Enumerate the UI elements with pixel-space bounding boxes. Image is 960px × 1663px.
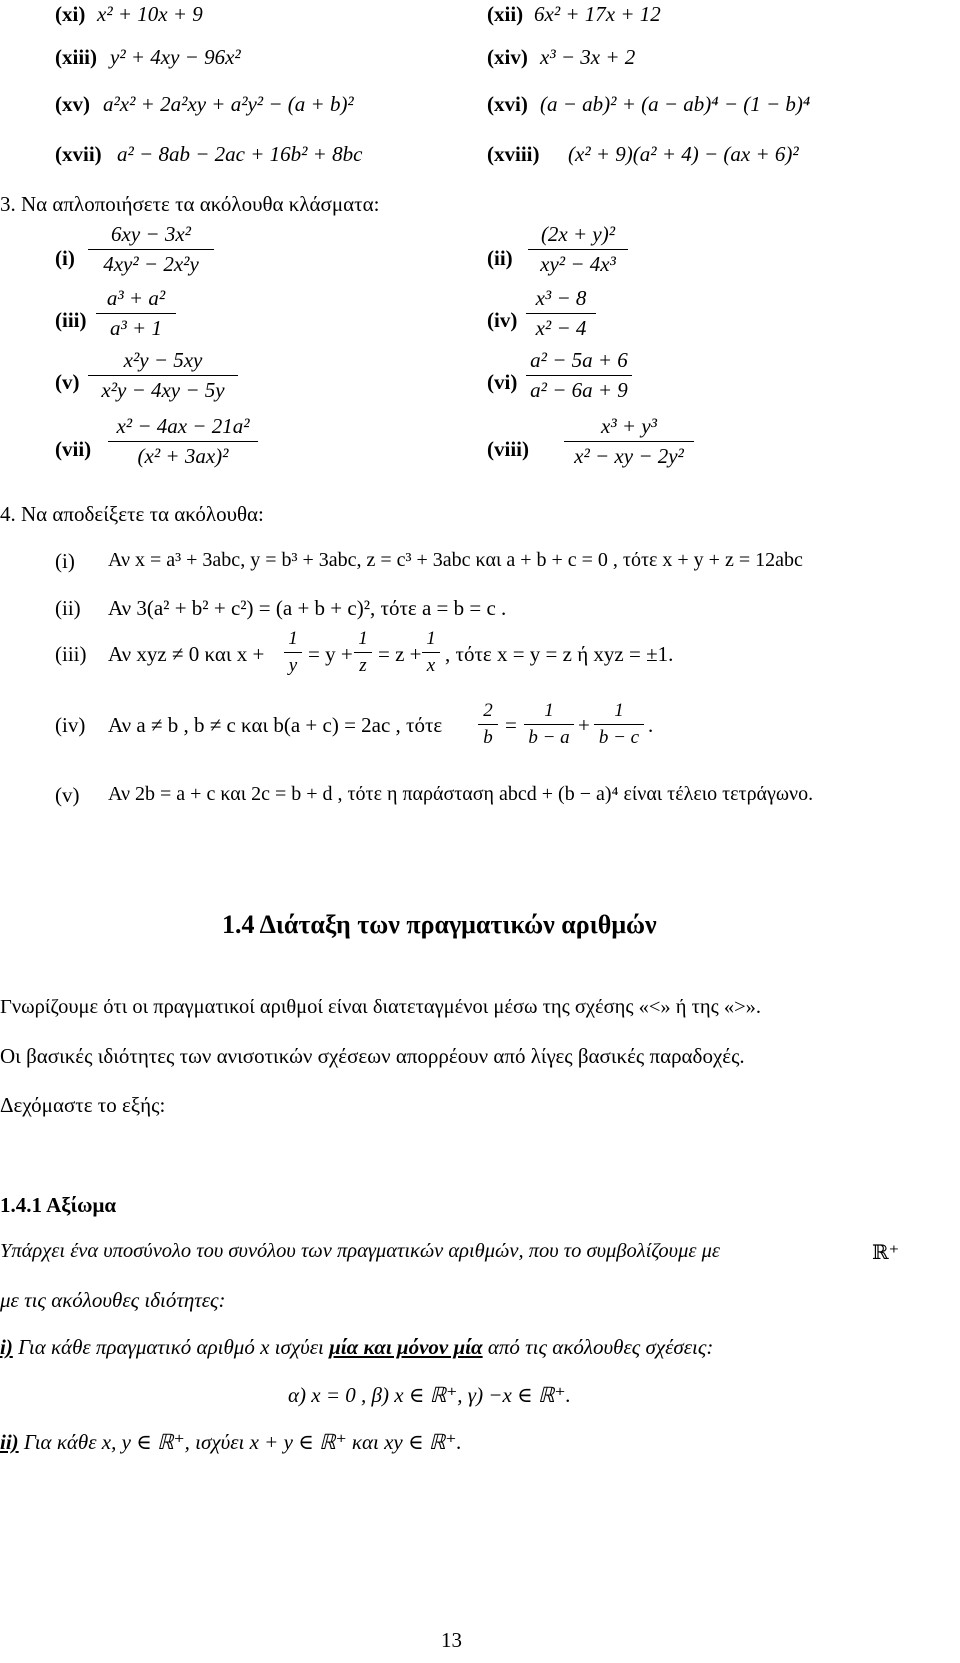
property-i-cases: α) x = 0 , β) x ∈ ℝ⁺, γ) −x ∈ ℝ⁺. <box>288 1383 571 1407</box>
p3-iii-label: (iii) <box>55 308 87 332</box>
item-xi-label: (xi) <box>55 2 86 26</box>
p3-vii-fraction <box>108 414 258 469</box>
p3-vi-den: a² − 6a + 9 <box>530 378 628 402</box>
p4-ii-label: (ii) <box>55 596 81 620</box>
p3-viii-label: (viii) <box>487 437 529 461</box>
p3-i-den: 4xy² − 2x²y <box>103 252 199 276</box>
item-xvii-expr: a² − 8ab − 2ac + 16b² + 8bc <box>117 142 363 166</box>
positive-reals-symbol: ℝ⁺ <box>872 1240 900 1264</box>
p4-iii-frac2 <box>354 628 372 677</box>
p4-i-text: Αν x = a³ + 3abc, y = b³ + 3abc, z = c³ + 3abc και a + b + c = 0 , τότε x + y + z = 12abc <box>108 549 803 571</box>
p4-iii-f3-num: 1 <box>426 628 436 649</box>
fraction-bar <box>88 375 238 376</box>
p4-iv-frac3 <box>594 700 644 749</box>
p3-iv-label: (iv) <box>487 308 518 332</box>
item-xviii-label: (xviii) <box>487 142 540 166</box>
p3-v-den: x²y − 4xy − 5y <box>101 378 225 402</box>
p3-viii-fraction <box>564 414 694 469</box>
item-xii-expr: 6x² + 17x + 12 <box>534 2 661 26</box>
item-xi-expr: x² + 10x + 9 <box>97 2 203 26</box>
item-xv-expr: a²x² + 2a²xy + a²y² − (a + b)² <box>103 92 354 116</box>
fraction-bar <box>96 313 176 314</box>
p3-iii-num: a³ + a² <box>106 286 166 310</box>
p4-iii-pre: Αν xyz ≠ 0 και x + <box>108 642 265 666</box>
fraction-bar <box>478 724 498 725</box>
p4-v-text: Αν 2b = a + c και 2c = b + d , τότε η παράσταση abcd + (b − a)⁴ είναι τέλειο τετράγωνο. <box>108 783 814 805</box>
p4-iv-f2-den: b − a <box>528 727 570 748</box>
p3-vi-num: a² − 5a + 6 <box>530 348 628 372</box>
p3-vi-label: (vi) <box>487 370 518 394</box>
p4-iv-eq: = <box>505 713 517 737</box>
p4-iii-frac1 <box>284 628 302 677</box>
p4-ii-text: Αν 3(a² + b² + c²) = (a + b + c)², τότε a = b = c . <box>108 596 507 620</box>
fraction-bar <box>88 249 214 250</box>
p3-v-num: x²y − 5xy <box>123 348 203 372</box>
p4-iv-label: (iv) <box>55 713 86 737</box>
item-xv-label: (xv) <box>55 92 90 116</box>
p4-iii-f1-num: 1 <box>288 628 298 649</box>
item-xii-label: (xii) <box>487 2 524 26</box>
section-paragraph-3: Δεχόμαστε το εξής: <box>0 1093 166 1117</box>
property-i-label: i) <box>0 1335 13 1359</box>
fraction-bar <box>524 724 574 725</box>
p4-iii-post: , τότε x = y = z ή xyz = ±1. <box>445 642 674 666</box>
p4-iii-f2-num: 1 <box>358 628 368 649</box>
item-xvii-label: (xvii) <box>55 142 102 166</box>
p4-iv-f2-num: 1 <box>544 700 554 721</box>
fraction-bar <box>422 652 440 653</box>
item-xiii-expr: y² + 4xy − 96x² <box>110 45 241 69</box>
p4-iv-pre: Αν a ≠ b , b ≠ c και b(a + c) = 2ac , τότε <box>108 713 443 737</box>
axiom-paragraph-2: με τις ακόλουθες ιδιότητες: <box>0 1288 226 1312</box>
p4-iii-frac3 <box>422 628 440 677</box>
p3-v-label: (v) <box>55 370 80 394</box>
axiom-paragraph-1: Υπάρχει ένα υποσύνολο του συνόλου των πραγματικών αριθμών, που το συμβολίζουμε με <box>0 1240 720 1262</box>
p4-iii-label: (iii) <box>55 642 87 666</box>
property-i-text-c: από τις ακόλουθες σχέσεις: <box>487 1335 714 1359</box>
p3-ii-label: (ii) <box>487 246 513 270</box>
p3-vi-fraction <box>526 348 632 403</box>
p3-i-num: 6xy − 3x² <box>111 222 191 246</box>
p4-iii-mid1: = y + <box>308 642 353 666</box>
p3-ii-num: (2x + y)² <box>540 222 616 246</box>
fraction-bar <box>528 249 628 250</box>
property-i-text-b: μία και μόνον μία <box>329 1335 483 1359</box>
p3-vii-den: (x² + 3ax)² <box>137 444 229 468</box>
section-paragraph-1: Γνωρίζουμε ότι οι πραγματικοί αριθμοί είναι διατεταγμένοι μέσω της σχέσης «<» ή της «>». <box>0 996 762 1018</box>
p4-i-label: (i) <box>55 549 75 573</box>
p3-ii-den: xy² − 4x³ <box>540 252 616 276</box>
p4-v-label: (v) <box>55 783 80 807</box>
p4-iii-f2-den: z <box>359 655 367 676</box>
p4-iv-f3-den: b − c <box>598 727 640 748</box>
p3-v-fraction <box>88 348 238 403</box>
fraction-bar <box>354 652 372 653</box>
property-i-text-a: Για κάθε πραγματικό αριθμό x ισχύει <box>18 1335 324 1359</box>
p3-i-label: (i) <box>55 246 75 270</box>
p3-vii-label: (vii) <box>55 437 92 461</box>
item-xiv-label: (xiv) <box>487 45 528 69</box>
property-ii <box>0 1430 462 1455</box>
p3-iii-den: a³ + 1 <box>110 316 162 340</box>
fraction-bar <box>594 724 644 725</box>
fraction-bar <box>108 441 258 442</box>
p3-iii-fraction <box>96 286 176 341</box>
axiom-title: 1.4.1 Αξίωμα <box>0 1193 117 1217</box>
fraction-bar <box>526 375 632 376</box>
p4-iv-plus: + <box>578 713 590 737</box>
item-xviii-expr: (x² + 9)(a² + 4) − (ax + 6)² <box>568 142 799 166</box>
p4-iv-f1-den: b <box>483 727 493 748</box>
page-number: 13 <box>441 1628 462 1652</box>
item-xvi-expr: (a − ab)² + (a − ab)⁴ − (1 − b)⁴ <box>540 92 811 116</box>
p4-iv-f3-num: 1 <box>614 700 624 721</box>
property-ii-label: ii) <box>0 1430 19 1454</box>
property-ii-text: Για κάθε x, y ∈ ℝ⁺, ισχύει x + y ∈ ℝ⁺ και xy ∈ ℝ⁺. <box>23 1430 462 1454</box>
p4-iii-f1-den: y <box>288 655 298 676</box>
p3-i-fraction <box>88 222 214 277</box>
p4-iv-f1-num: 2 <box>483 700 493 721</box>
section-paragraph-2: Οι βασικές ιδιότητες των ανισοτικών σχέσεων απορρέουν από λίγες βασικές παραδοχές. <box>0 1044 745 1068</box>
p4-iv-frac1 <box>478 700 498 749</box>
p4-iii-f3-den: x <box>426 655 436 676</box>
fraction-bar <box>284 652 302 653</box>
item-xiv-expr: x³ − 3x + 2 <box>540 45 636 69</box>
fraction-bar <box>564 441 694 442</box>
p3-viii-den: x² − xy − 2y² <box>574 444 684 468</box>
property-i <box>0 1335 713 1360</box>
p3-iv-den: x² − 4 <box>535 316 587 340</box>
p3-viii-num: x³ + y³ <box>601 414 657 438</box>
p3-vii-num: x² − 4ax − 21a² <box>116 414 250 438</box>
fraction-bar <box>526 313 596 314</box>
p4-iii-mid2: = z + <box>378 642 422 666</box>
p3-ii-fraction <box>528 222 628 277</box>
p4-iv-post: . <box>648 713 654 737</box>
problem3-heading: 3. Να απλοποιήσετε τα ακόλουθα κλάσματα: <box>0 192 380 216</box>
p3-iv-fraction <box>526 286 596 341</box>
item-xvi-label: (xvi) <box>487 92 528 116</box>
p4-iv-frac2 <box>524 700 574 749</box>
section-title: 1.4 Διάταξη των πραγματικών αριθμών <box>222 910 657 939</box>
p3-iv-num: x³ − 8 <box>535 286 587 310</box>
problem4-heading: 4. Να αποδείξετε τα ακόλουθα: <box>0 502 264 526</box>
item-xiii-label: (xiii) <box>55 45 97 69</box>
